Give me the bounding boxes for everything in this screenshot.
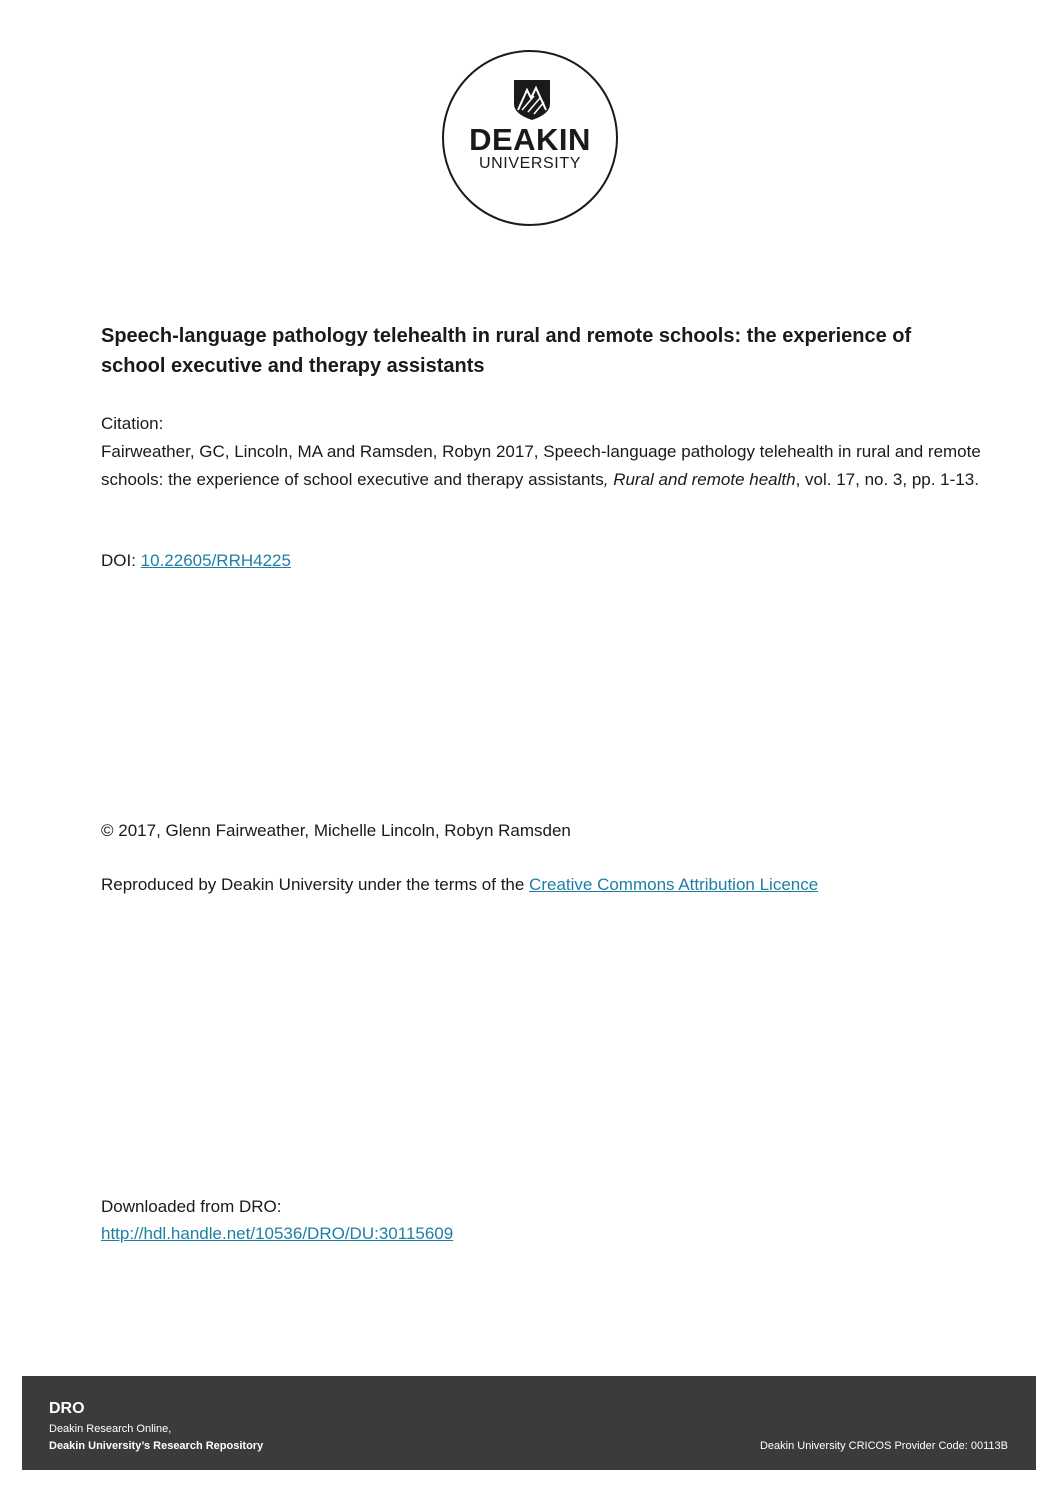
download-info: [101, 1193, 453, 1247]
doi-label: DOI:: [101, 551, 141, 570]
citation-label: Citation:: [101, 414, 164, 433]
citation-journal: , Rural and remote health: [603, 469, 796, 489]
licence-link[interactable]: Creative Commons Attribution Licence: [529, 875, 819, 894]
licence-notice: [101, 872, 818, 898]
licence-text: Reproduced by Deakin University under the terms of the: [101, 875, 530, 894]
copyright-notice: © 2017, Glenn Fairweather, Michelle Lincoln, Robyn Ramsden: [101, 821, 571, 840]
citation-volume: , vol. 17, no. 3, pp. 1-13.: [795, 469, 979, 489]
download-label: Downloaded from DRO:: [101, 1197, 282, 1216]
footer-repository-name: Deakin University’s Research Repository: [49, 1440, 264, 1452]
footer-title: DRO: [49, 1400, 85, 1417]
document-title: Speech-language pathology telehealth in rural and remote schools: the experience of school executive and therapy assistants: [101, 325, 912, 377]
footer-banner: [22, 1376, 1036, 1470]
university-logo: [442, 50, 618, 226]
logo-name: DEAKIN: [469, 122, 591, 157]
handle-link[interactable]: http://hdl.handle.net/10536/DRO/DU:30115609: [101, 1224, 454, 1243]
doi-line: [101, 548, 291, 574]
shield-icon: [514, 80, 550, 120]
citation-text: [101, 438, 981, 493]
doi-link[interactable]: 10.22605/RRH4225: [140, 551, 291, 570]
citation-authors-title: Fairweather, GC, Lincoln, MA and Ramsden, Robyn 2017, Speech-language pathology telehealth in rural and remote schools: the experience of school executive and therapy assistants: [101, 442, 981, 489]
logo-subtitle: UNIVERSITY: [478, 155, 581, 172]
footer-subtitle: Deakin Research Online,: [49, 1423, 172, 1435]
footer-provider-code: Deakin University CRICOS Provider Code: 00113B: [759, 1440, 1008, 1452]
